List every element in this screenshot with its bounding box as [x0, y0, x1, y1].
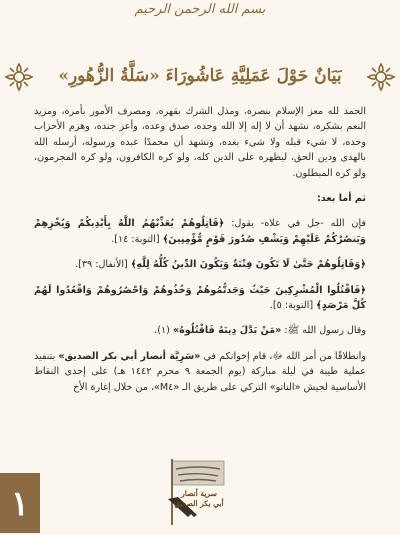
final-lead: وانطلاقًا من أمر الله ﷻ، قام إخوانكم في — [203, 350, 366, 362]
ornament-right-icon — [366, 62, 396, 92]
verse-1-lead: فإن الله -جل في علاه- يقول: — [231, 218, 366, 230]
logo-caption-line-2: أبي بكر الصديق — [174, 499, 224, 508]
amma-badu-heading: ثم أما بعد: — [316, 193, 366, 205]
intro-paragraph: الحمد لله معز الإسلام بنصره، ومذل الشرك بقهره، ومصرف الأمور بأمره، ومزيد النعم بشكره، نشهد أن لا إله إلا الله وحده، صدق وعده، وأعز جنده، وهزم الأحزاب وحده، لا شيء قبله ولا شيء بعده، ونشهد أن محمدًا عبده ورسوله، أرسله الله بالهدى ودين الحق، ليظهره على الدين كله، ولو كره الكافرون، ولو كره المجرمون، ولو كره المبطلون. — [34, 106, 366, 179]
verse-1-paragraph — [34, 216, 366, 247]
verse-1-reference: [التوبة: ١٤]. — [111, 233, 160, 245]
hadith-paragraph — [34, 323, 366, 338]
document-body — [34, 104, 366, 405]
document-title: بَيَانٌ حَوْلَ عَمَلِيَّةِ عَاشُورَاءَ «سَلَّةُ الزُّهُورِ» — [58, 66, 342, 86]
logo-caption — [158, 489, 240, 509]
final-rest: بتنفيذ عملية طيبة في ليلة مباركة (يوم الجمعة ٩ محرم ١٤٤٢ هـ) على إحدى النقاط الأساسية لجيش «الناتو» التركي على طريق الـ «M٤»، من خلال إغارة الأخ — [34, 350, 366, 393]
basmala-calligraphy: بسم الله الرحمن الرحيم — [134, 2, 266, 17]
brigade-logo — [158, 455, 240, 531]
verse-2-paragraph — [34, 257, 366, 272]
logo-caption-line-1: سرية أنصار — [181, 489, 217, 498]
verse-3-text: ﴿فَاقْتُلُوا الْمُشْرِكِينَ حَيْثُ وَجَدتُّمُوهُمْ وَخُذُوهُمْ وَاحْصُرُوهُمْ وَاقْعُدُوا لَهُمْ كُلَّ مَرْصَدٍ﴾ — [34, 284, 366, 312]
verse-1-text: ﴿قَاتِلُوهُمْ يُعَذِّبْهُمُ اللَّهُ بِأَيْدِيكُمْ وَيُخْزِهِمْ وَيَنصُرْكُمْ عَلَيْهِمْ وَيَشْفِ صُدُورَ قَوْمٍ مُّؤْمِنِينَ﴾ — [34, 218, 366, 245]
hadith-footnote: (١). — [154, 325, 170, 337]
page-number: ١ — [0, 473, 40, 533]
final-paragraph — [34, 349, 366, 395]
verse-3-paragraph — [34, 283, 366, 314]
verse-2-reference: [الأنفال: ٣٩]. — [75, 259, 128, 271]
brigade-name: «سَرِيَّة أنصار أبي بكر الصديق» — [58, 350, 201, 362]
hadith-text: «مَنْ بَدَّلَ دِينَهُ فَاقْتُلُوهُ» — [172, 325, 282, 337]
verse-3-reference: [التوبة: ٥]. — [269, 300, 314, 312]
ornament-left-icon — [4, 62, 34, 92]
hadith-lead: وقال رسول الله ﷺ: — [284, 325, 366, 337]
verse-2-text: ﴿وَقَاتِلُوهُمْ حَتَّىٰ لَا تَكُونَ فِتْنَةٌ وَيَكُونَ الدِّينُ كُلُّهُ لِلَّهِ﴾ — [130, 259, 366, 271]
